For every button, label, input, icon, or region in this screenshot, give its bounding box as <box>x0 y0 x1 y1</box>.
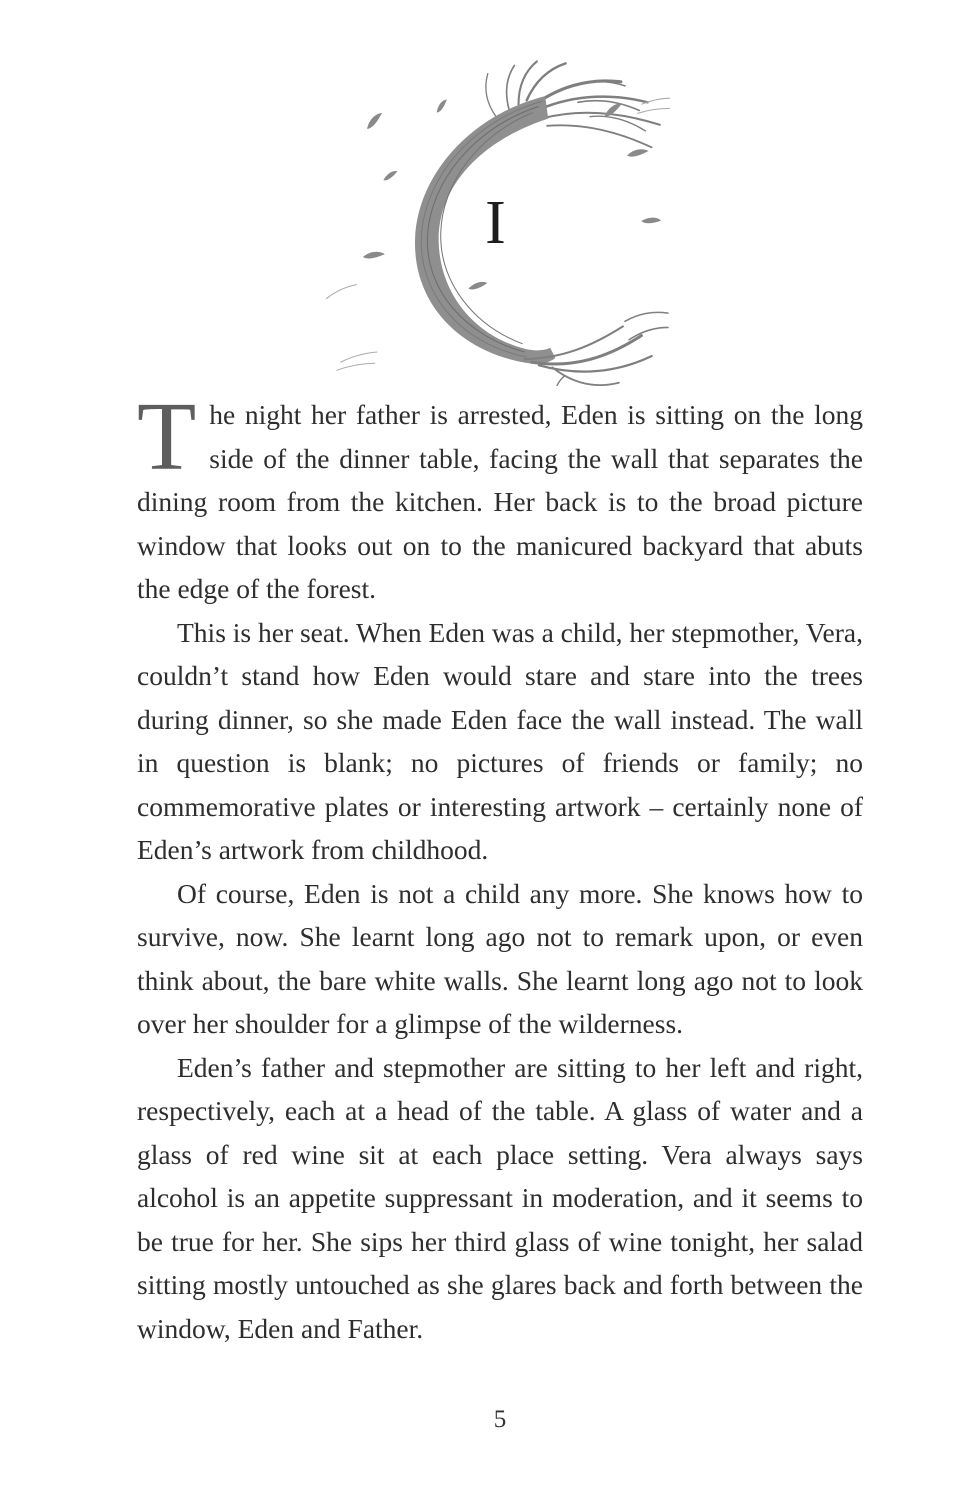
paragraph-2 <box>137 611 863 872</box>
page-number: 5 <box>493 1406 507 1433</box>
paragraph-4-text: Eden’s father and stepmother are sitting to her left and right, respectively, each at a head of the table. A glass of water and a glass of red wine sit at each place setting. Vera always says alcohol is an appetite suppressant in moderation, and it seems to be true for her. She sips her third glass of wine tonight, her salad sitting mostly untouched as she glares back and forth between the window, Eden and Father. <box>137 1051 863 1344</box>
paragraph-2-text: This is her seat. When Eden was a child, her stepmother, Vera, couldn’t stand how Eden would stare and stare into the trees during dinner, so she made Eden face the wall instead. The wall in question is blank; no pictures of friends or family; no commemorative plates or interesting artwork – certainly none of Eden’s artwork from childhood. <box>137 616 863 865</box>
paragraph-4 <box>137 1046 863 1351</box>
chapter-number: I <box>485 189 507 257</box>
chapter-ornament <box>322 56 670 386</box>
tree-bottom-branches <box>525 312 668 386</box>
paragraph-3-text: Of course, Eden is not a child any more. She knows how to survive, now. She learnt long ago not to remark upon, or even think about, the bare white walls. She learnt long ago not to look over her shoulder for a glimpse of the wilderness. <box>137 877 863 1039</box>
paragraph-1-text: he night her father is arrested, Eden is sitting on the long side of the dinner table, facing the wall that separates the dining room from the kitchen. Her back is to the broad picture window that looks out on to the manicured backyard that abuts the edge of the forest. <box>137 399 863 604</box>
drop-cap: T <box>137 383 197 490</box>
paragraph-1 <box>137 383 863 611</box>
tree-top-branches <box>486 61 660 147</box>
body-text <box>137 383 863 1350</box>
paragraph-3 <box>137 872 863 1046</box>
